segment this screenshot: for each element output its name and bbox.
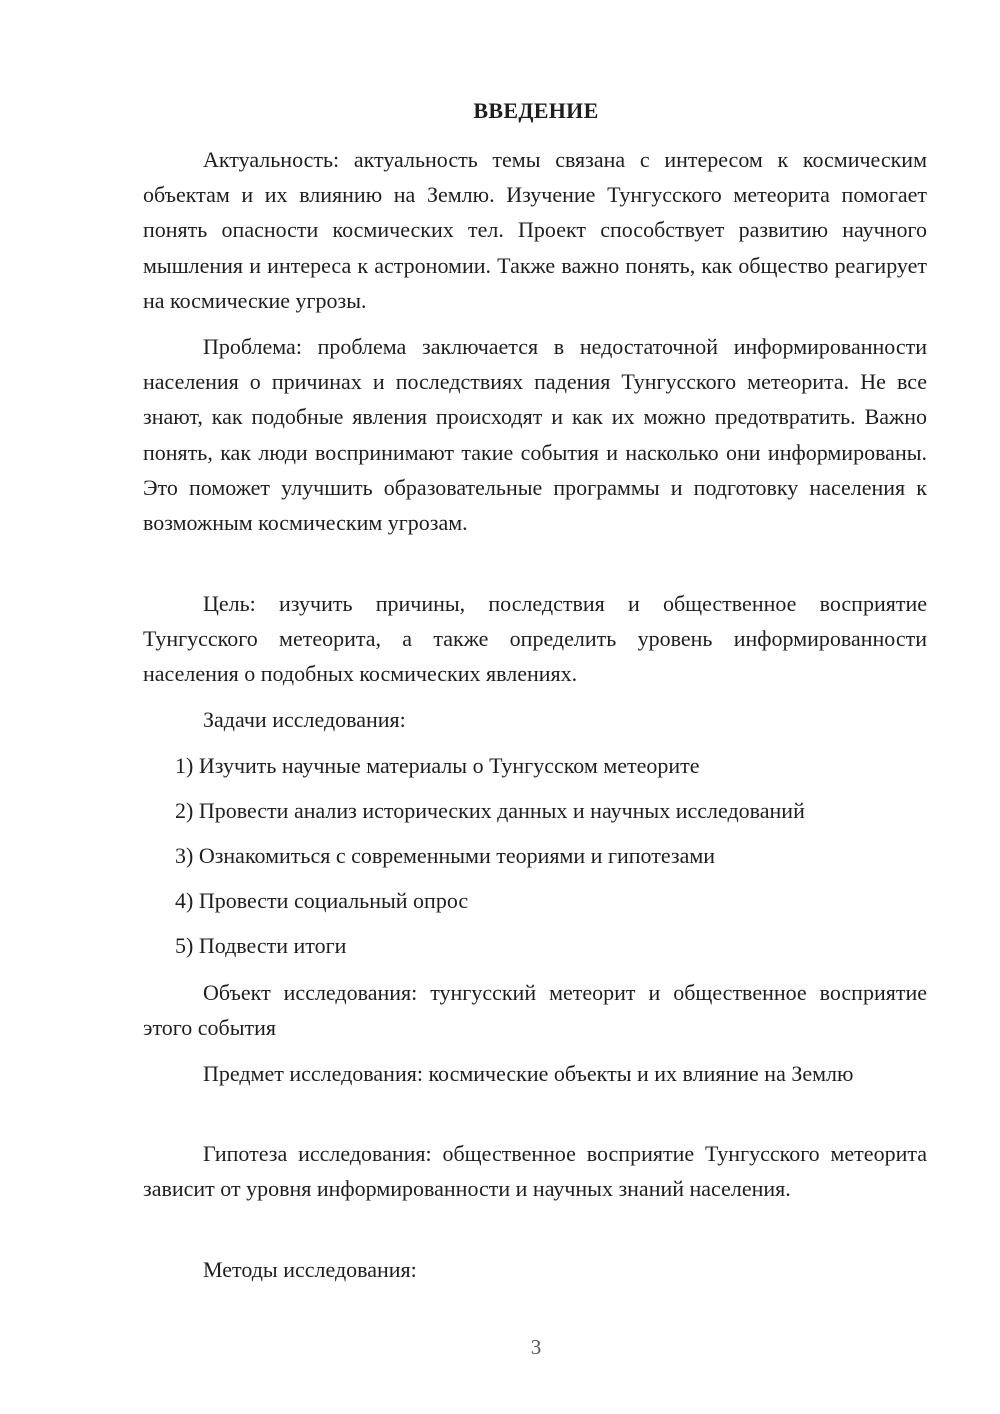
paragraph-problem: Проблема: проблема заключается в недостаточной информированности населения о причинах и последствиях падения Тунгусского метеорита. Не все знают, как подобные явления происходят и как их можно предотвратить. Важно понять, как люди воспринимают такие события и насколько они информированы. Это поможет улучшить образовательные программы и подготовку населения к возможным космическим угрозам. — [143, 334, 927, 536]
task-item-2: 2) Провести анализ исторических данных и научных исследований — [175, 798, 805, 823]
paragraph-goal: Цель: изучить причины, последствия и общественное восприятие Тунгусского метеорита, а также определить уровень информированности населения о подобных космических явлениях. — [143, 591, 927, 687]
paragraph-subject: Предмет исследования: космические объекты и их влияние на Землю — [203, 1061, 854, 1086]
task-item-4: 4) Провести социальный опрос — [175, 888, 469, 913]
methods-title: Методы исследования: — [203, 1257, 417, 1282]
paragraph-hypothesis: Гипотеза исследования: общественное восприятие Тунгусского метеорита зависит от уровня информированности и научных знаний населения. — [143, 1141, 927, 1202]
paragraph-object: Объект исследования: тунгусский метеорит и общественное восприятие этого события — [143, 980, 927, 1041]
tasks-title: Задачи исследования: — [203, 707, 406, 732]
task-item-5: 5) Подвести итоги — [175, 933, 347, 958]
paragraph-relevance: Актуальность: актуальность темы связана с интересом к космическим объектам и их влиянию на Землю. Изучение Тунгусского метеорита помогает понять опасности космических тел. Проект способствует развитию научного мышления и интереса к астрономии. Также важно понять, как общество реагирует на космические угрозы. — [143, 147, 927, 313]
task-item-3: 3) Ознакомиться с современными теориями и гипотезами — [175, 843, 716, 868]
task-item-1: 1) Изучить научные материалы о Тунгусском метеорите — [175, 753, 700, 778]
page-title: ВВЕДЕНИЕ — [473, 98, 599, 123]
page-number: 3 — [530, 1335, 542, 1359]
